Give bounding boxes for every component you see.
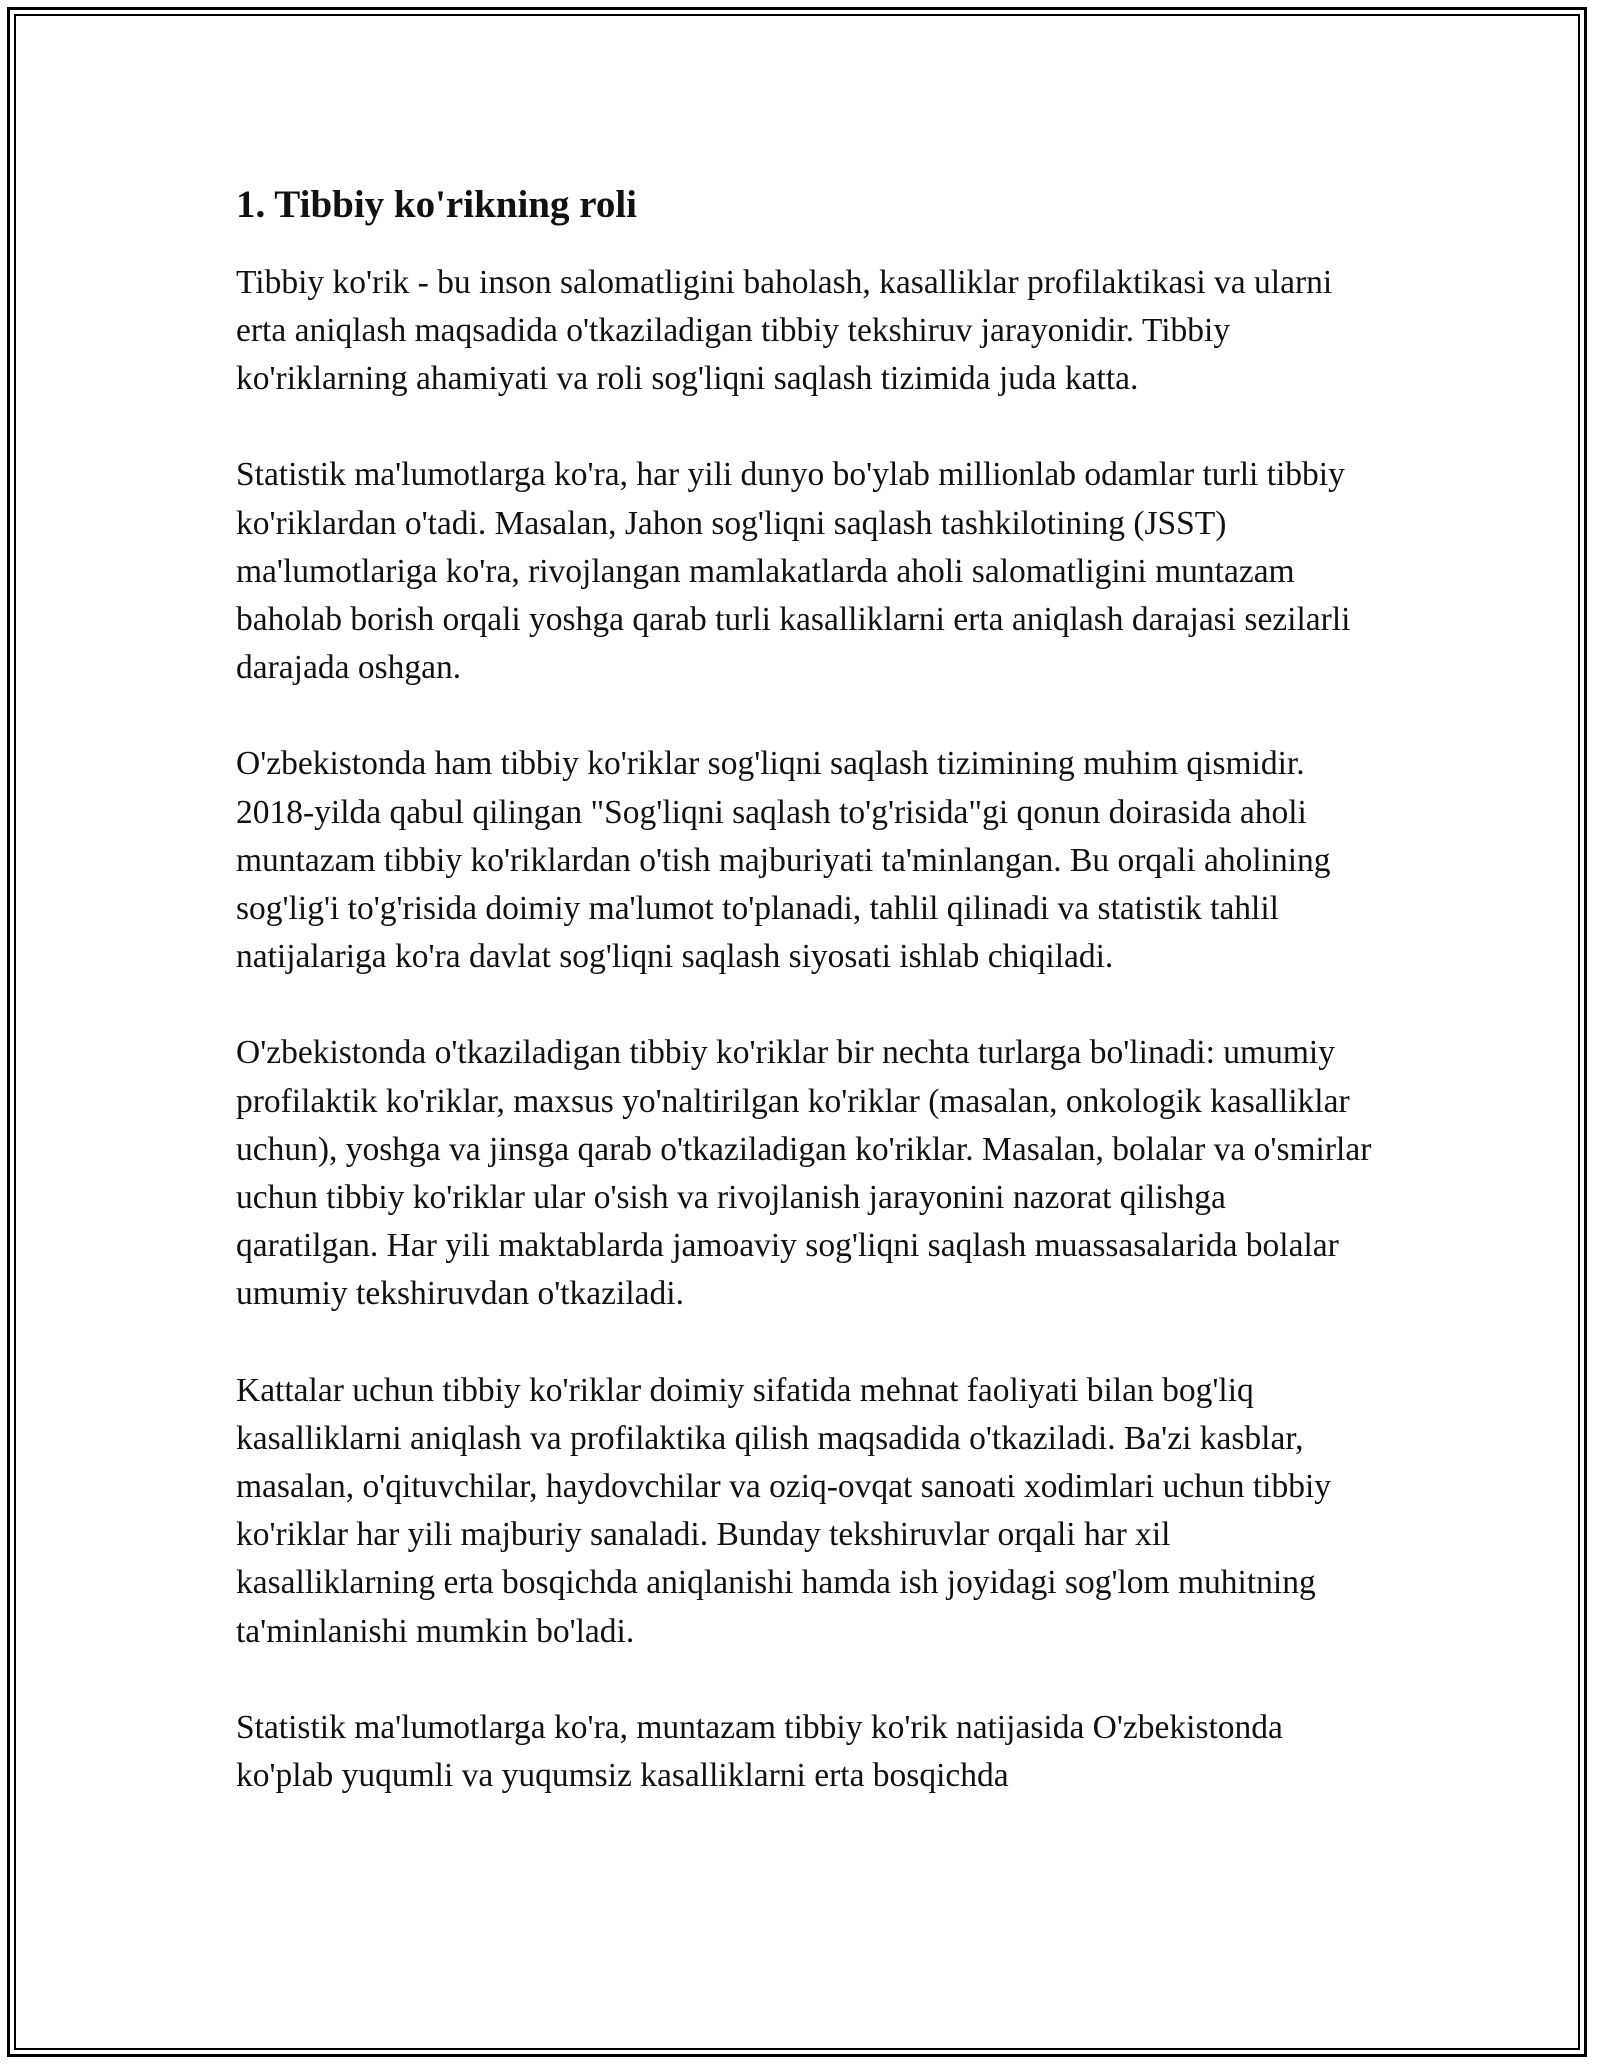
paragraph-3: O'zbekistonda ham tibbiy ko'riklar sog'liqni saqlash tizimining muhim qismidir. 2018-yilda qabul qilingan "Sog'liqni saqlash to'g'risida"gi qonun doirasida aholi muntazam tibbiy ko'riklardan o'tish majburiyati ta'minlangan. Bu orqali aholining sog'lig'i to'g'risida doimiy ma'lumot to'planadi, tahlil qilinadi va statistik tahlil natijalariga ko'ra davlat sog'liqni saqlash siyosati ishlab chiqiladi. xyxy=(236,745,1331,976)
paragraph-4: O'zbekistonda o'tkaziladigan tibbiy ko'riklar bir nechta turlarga bo'linadi: umumiy profilaktik ko'riklar, maxsus yo'naltirilgan ko'riklar (masalan, onkologik kasalliklar uchun), yoshga va jinsga qarab o'tkaziladigan ko'riklar. Masalan, bolalar va o'smirlar uchun tibbiy ko'riklar ular o'sish va rivojlanish jarayonini nazorat qilishga qaratilgan. Har yili maktablarda jamoaviy sog'liqni saqlash muassasalarida bolalar umumiy tekshiruvdan o'tkaziladi. xyxy=(236,1034,1372,1313)
paragraph-2: Statistik ma'lumotlarga ko'ra, har yili dunyo bo'ylab millionlab odamlar turli tibbiy ko'riklardan o'tadi. Masalan, Jahon sog'liqni saqlash tashkilotining (JSST) ma'lumotlariga ko'ra, rivojlangan mamlakatlarda aholi salomatligini muntazam baholab borish orqali yoshga qarab turli kasalliklarni erta aniqlash darajasi sezilarli darajada oshgan. xyxy=(236,456,1351,687)
document-body xyxy=(236,182,1376,1848)
paragraph-6: Statistik ma'lumotlarga ko'ra, muntazam tibbiy ko'rik natijasida O'zbekistonda ko'plab yuqumli va yuqumsiz kasalliklarni erta bosqichda xyxy=(236,1708,1283,1795)
paragraph-5: Kattalar uchun tibbiy ko'riklar doimiy sifatida mehnat faoliyati bilan bog'liq kasalliklarni aniqlash va profilaktika qilish maqsadida o'tkaziladi. Ba'zi kasblar, masalan, o'qituvchilar, haydovchilar va oziq-ovqat sanoati xodimlari uchun tibbiy ko'riklar har yili majburiy sanaladi. Bunday tekshiruvlar orqali har xil kasalliklarning erta bosqichda aniqlanishi hamda ish joyidagi sog'lom muhitning ta'minlanishi mumkin bo'ladi. xyxy=(236,1371,1332,1650)
paragraph-1: Tibbiy ko'rik - bu inson salomatligini baholash, kasalliklar profilaktikasi va ularni erta aniqlash maqsadida o'tkaziladigan tibbiy tekshiruv jarayonidir. Tibbiy ko'riklarning ahamiyati va roli sog'liqni saqlash tizimida juda katta. xyxy=(236,263,1333,398)
section-heading: 1. Tibbiy ko'rikning roli xyxy=(236,183,638,226)
